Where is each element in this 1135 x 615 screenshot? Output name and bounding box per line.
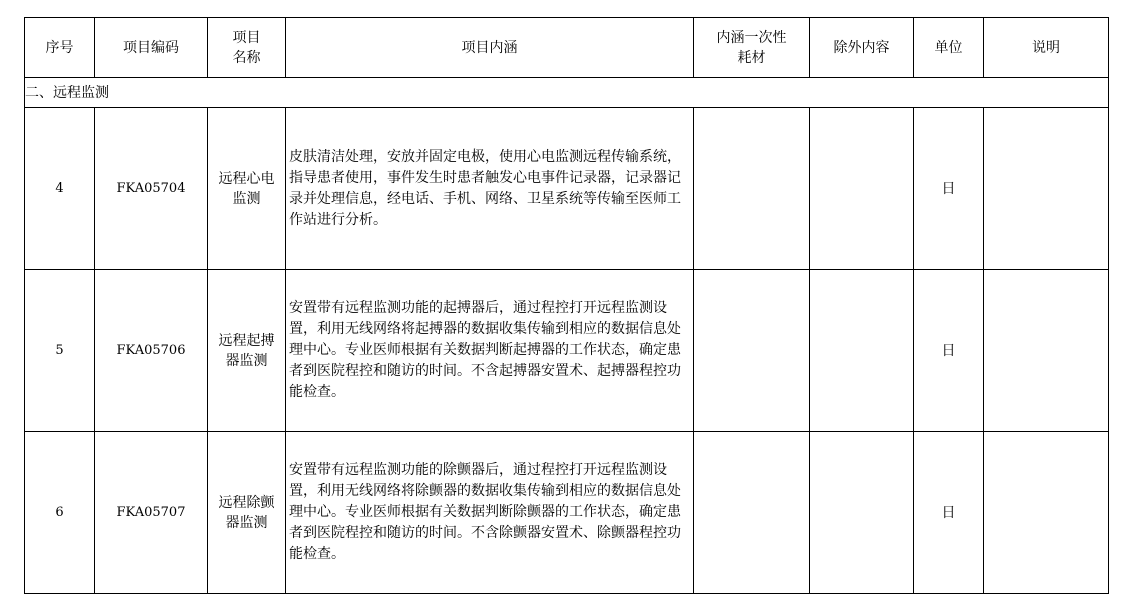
cell-code: FKA05707	[95, 432, 208, 594]
header-seq: 序号	[25, 18, 95, 78]
cell-exclusions	[810, 108, 914, 270]
header-code: 项目编码	[95, 18, 208, 78]
cell-seq: 4	[25, 108, 95, 270]
table-row	[25, 432, 1109, 594]
header-consumables	[694, 18, 810, 78]
header-exclusions: 除外内容	[810, 18, 914, 78]
header-name-line1: 项目	[232, 29, 261, 46]
cell-name-line1: 远程心电	[218, 170, 275, 187]
cell-seq: 5	[25, 270, 95, 432]
section-row	[25, 78, 1109, 108]
cell-notes	[984, 270, 1109, 432]
cell-name-line2: 器监测	[225, 352, 268, 369]
service-items-table	[24, 17, 1109, 594]
cell-seq: 6	[25, 432, 95, 594]
section-title: 二、远程监测	[25, 78, 1109, 108]
cell-unit: 日	[914, 108, 984, 270]
cell-consumables	[694, 270, 810, 432]
header-name	[208, 18, 286, 78]
header-notes: 说明	[984, 18, 1109, 78]
cell-name	[208, 432, 286, 594]
table-row	[25, 108, 1109, 270]
header-consumables-line2: 耗材	[737, 49, 766, 66]
cell-content: 皮肤清洁处理，安放并固定电极，使用心电监测远程传输系统，指导患者使用，事件发生时患者触发心电事件记录器，记录器记录并处理信息，经电话、手机、网络、卫星系统等传输至医师工作站进行分析。	[286, 108, 694, 270]
header-name-line2: 名称	[232, 49, 261, 66]
cell-consumables	[694, 108, 810, 270]
cell-code: FKA05706	[95, 270, 208, 432]
header-unit: 单位	[914, 18, 984, 78]
cell-content: 安置带有远程监测功能的除颤器后，通过程控打开远程监测设置，利用无线网络将除颤器的数据收集传输到相应的数据信息处理中心。专业医师根据有关数据判断除颤器的工作状态，确定患者到医院程控和随访的时间。不含除颤器安置术、除颤器程控功能检查。	[286, 432, 694, 594]
cell-notes	[984, 108, 1109, 270]
cell-code: FKA05704	[95, 108, 208, 270]
cell-name	[208, 108, 286, 270]
cell-unit: 日	[914, 432, 984, 594]
header-consumables-line1: 内涵一次性	[716, 29, 787, 46]
cell-name	[208, 270, 286, 432]
table-row	[25, 270, 1109, 432]
cell-unit: 日	[914, 270, 984, 432]
header-content: 项目内涵	[286, 18, 694, 78]
cell-name-line1: 远程起搏	[218, 332, 275, 349]
header-row	[25, 18, 1109, 78]
cell-consumables	[694, 432, 810, 594]
cell-notes	[984, 432, 1109, 594]
cell-exclusions	[810, 270, 914, 432]
cell-exclusions	[810, 432, 914, 594]
cell-name-line1: 远程除颤	[218, 494, 275, 511]
cell-name-line2: 监测	[232, 190, 261, 207]
cell-content: 安置带有远程监测功能的起搏器后，通过程控打开远程监测设置，利用无线网络将起搏器的数据收集传输到相应的数据信息处理中心。专业医师根据有关数据判断起搏器的工作状态，确定患者到医院程控和随访的时间。不含起搏器安置术、起搏器程控功能检查。	[286, 270, 694, 432]
cell-name-line2: 器监测	[225, 514, 268, 531]
